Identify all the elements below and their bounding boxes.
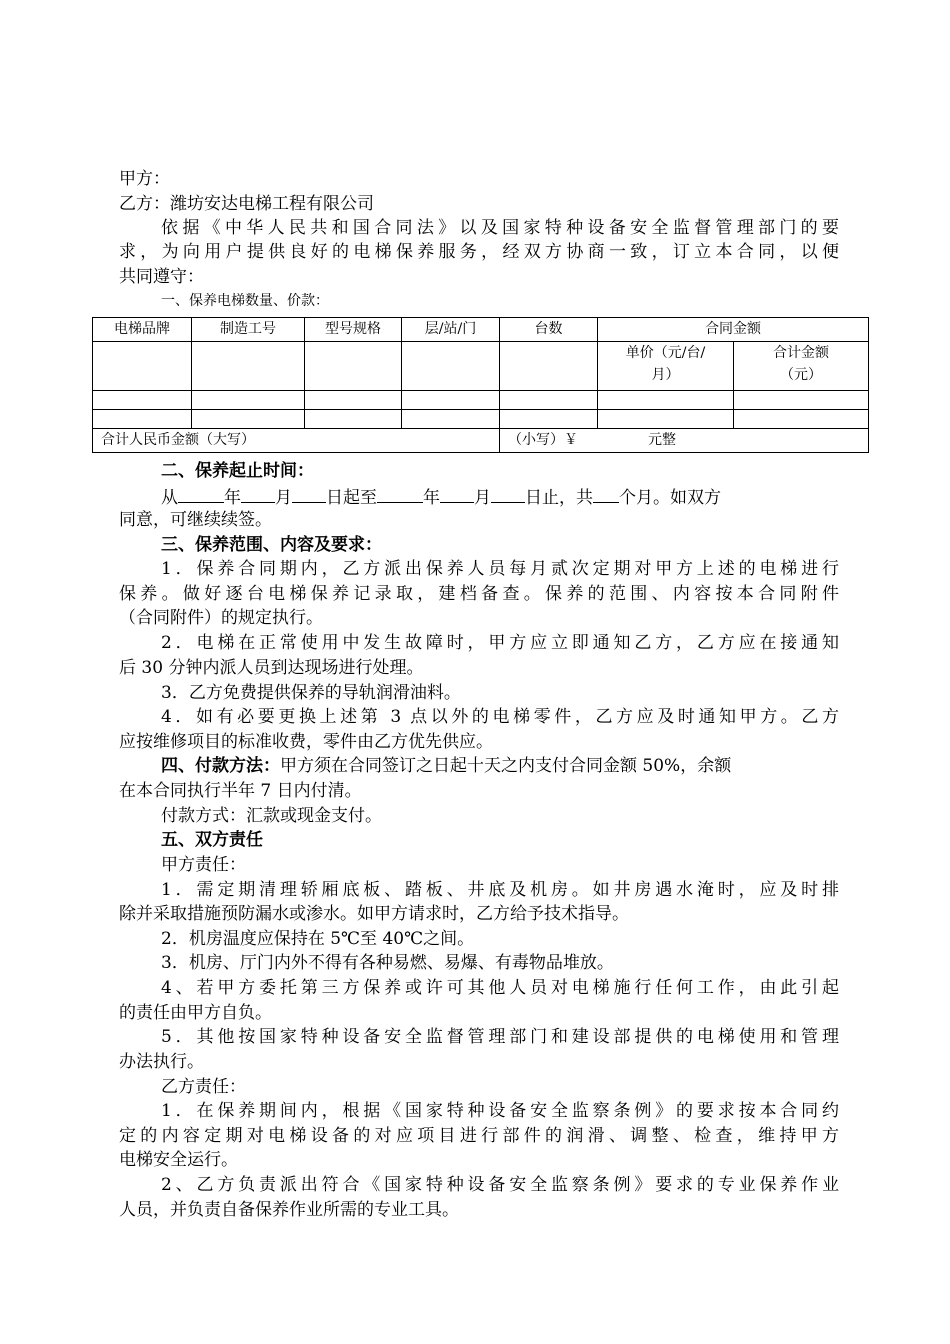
section-2-title: 二、保养起止时间： bbox=[161, 461, 314, 481]
col-model: 型号规格 bbox=[305, 318, 402, 342]
term-day-to: 日起至 bbox=[326, 488, 377, 508]
section-5-title: 五、双方责任 bbox=[161, 830, 263, 850]
party-b-duties-title: 乙方责任： bbox=[161, 1077, 246, 1097]
section-4-line-2: 在本合同执行半年 7 日内付清。 bbox=[119, 781, 362, 801]
unit-price-header bbox=[598, 342, 734, 391]
term-year: 年 bbox=[224, 488, 241, 508]
term-months-tail: 个月。如双方 bbox=[619, 488, 721, 508]
term-from: 从 bbox=[161, 488, 178, 508]
b1-line-3: 电梯安全运行。 bbox=[119, 1150, 238, 1170]
table-cell bbox=[93, 391, 192, 410]
s3-p1-line-1: 1．保养合同期内，乙方派出保养人员每月贰次定期对甲方上述的电梯进行 bbox=[161, 559, 839, 579]
total-lowercase-label: （小写）￥ bbox=[508, 432, 578, 448]
term-month-2: 月 bbox=[474, 488, 491, 508]
total-unit-label: 元整 bbox=[648, 432, 676, 448]
section-4-title: 四、付款方法： bbox=[161, 756, 280, 776]
table-cell bbox=[734, 410, 869, 429]
table-cell bbox=[500, 410, 598, 429]
section-4-rest: 甲方须在合同签订之日起十天之内支付合同金额 50%，余额 bbox=[280, 756, 732, 776]
term-day-end: 日止，共 bbox=[525, 488, 593, 508]
party-b-line: 乙方：潍坊安达电梯工程有限公司 bbox=[119, 194, 374, 214]
party-a-label: 甲方： bbox=[119, 169, 170, 189]
intro-line-2: 求，为向用户提供良好的电梯保养服务，经双方协商一致，订立本合同，以便 bbox=[119, 242, 839, 262]
unit-price-line-2: 月） bbox=[651, 367, 680, 383]
end-month-blank bbox=[440, 484, 474, 503]
a3: 3．机房、厅门内外不得有各种易燃、易爆、有毒物品堆放。 bbox=[161, 953, 614, 973]
a5-line-2: 办法执行。 bbox=[119, 1052, 204, 1072]
s3-p3: 3．乙方免费提供保养的导轨润滑油料。 bbox=[161, 683, 461, 703]
col-amount: 合同金额 bbox=[598, 318, 869, 342]
section-1-title: 一、保养电梯数量、价款： bbox=[161, 293, 329, 309]
col-brand: 电梯品牌 bbox=[93, 318, 192, 342]
start-month-blank bbox=[241, 484, 275, 503]
total-uppercase-label: 合计人民币金额（大写） bbox=[101, 432, 255, 448]
table-cell bbox=[500, 391, 598, 410]
end-year-blank bbox=[377, 484, 423, 503]
col-floors: 层/站/门 bbox=[402, 318, 500, 342]
b2-line-2: 人员，并负责自备保养作业所需的专业工具。 bbox=[119, 1200, 459, 1220]
table-cell bbox=[500, 342, 598, 391]
s3-p4-line-2: 应按维修项目的标准收费，零件由乙方优先供应。 bbox=[119, 732, 493, 752]
table-cell bbox=[305, 342, 402, 391]
col-serial: 制造工号 bbox=[192, 318, 305, 342]
table-cell bbox=[402, 342, 500, 391]
section-4-line-1 bbox=[161, 754, 731, 778]
table-cell bbox=[734, 391, 869, 410]
table-cell bbox=[192, 342, 305, 391]
table-cell bbox=[93, 342, 192, 391]
table-cell bbox=[402, 410, 500, 429]
party-a-duties-title: 甲方责任： bbox=[161, 855, 246, 875]
table-cell bbox=[305, 410, 402, 429]
term-line-1 bbox=[161, 484, 721, 510]
term-month: 月 bbox=[275, 488, 292, 508]
s3-p4-line-1: 4．如有必要更换上述第 3 点以外的电梯零件，乙方应及时通知甲方。乙方 bbox=[161, 707, 839, 727]
b1-line-2: 定的内容定期对电梯设备的对应项目进行部件的润滑、调整、检查，维持甲方 bbox=[119, 1126, 839, 1146]
fee-table bbox=[92, 317, 869, 453]
s3-p2-line-2: 后 30 分钟内派人员到达现场进行处理。 bbox=[119, 658, 424, 678]
intro-line-1: 依据《中华人民共和国合同法》以及国家特种设备安全监督管理部门的要 bbox=[161, 218, 839, 238]
section-3-title: 三、保养范围、内容及要求： bbox=[161, 535, 382, 555]
unit-price-line-1: 单价（元/台/ bbox=[625, 345, 706, 361]
a4-line-2: 的责任由甲方自负。 bbox=[119, 1003, 272, 1023]
total-rmb-lowercase bbox=[500, 429, 869, 453]
a1-line-2: 除并采取措施预防漏水或渗水。如甲方请求时，乙方给予技术指导。 bbox=[119, 904, 629, 924]
term-line-2: 同意，可继续续签。 bbox=[119, 510, 272, 530]
a4-line-1: 4、若甲方委托第三方保养或许可其他人员对电梯施行任何工作，由此引起 bbox=[161, 978, 839, 998]
table-cell bbox=[93, 410, 192, 429]
table-cell bbox=[305, 391, 402, 410]
b1-line-1: 1．在保养期间内，根据《国家特种设备安全监察条例》的要求按本合同约 bbox=[161, 1101, 839, 1121]
start-day-blank bbox=[292, 484, 326, 503]
end-day-blank bbox=[491, 484, 525, 503]
table-cell bbox=[402, 391, 500, 410]
months-blank bbox=[593, 484, 619, 503]
total-amount-line-1: 合计金额 bbox=[773, 345, 829, 361]
total-rmb-uppercase bbox=[93, 429, 500, 453]
table-cell bbox=[598, 410, 734, 429]
s3-p2-line-1: 2．电梯在正常使用中发生故障时，甲方应立即通知乙方，乙方应在接通知 bbox=[161, 633, 839, 653]
intro-line-3: 共同遵守： bbox=[119, 267, 204, 287]
a5-line-1: 5．其他按国家特种设备安全监督管理部门和建设部提供的电梯使用和管理 bbox=[161, 1027, 839, 1047]
col-count: 台数 bbox=[500, 318, 598, 342]
b2-line-1: 2、乙方负责派出符合《国家特种设备安全监察条例》要求的专业保养作业 bbox=[161, 1175, 839, 1195]
table-cell bbox=[598, 391, 734, 410]
term-year-2: 年 bbox=[423, 488, 440, 508]
s3-p1-line-2: 保养。做好逐台电梯保养记录取，建档备查。保养的范围、内容按本合同附件 bbox=[119, 584, 839, 604]
start-year-blank bbox=[178, 484, 224, 503]
payment-method: 付款方式：汇款或现金支付。 bbox=[161, 806, 382, 826]
a2: 2．机房温度应保持在 5℃至 40℃之间。 bbox=[161, 929, 475, 949]
total-amount-header bbox=[734, 342, 869, 391]
a1-line-1: 1．需定期清理轿厢底板、踏板、井底及机房。如井房遇水淹时，应及时排 bbox=[161, 880, 839, 900]
table-cell bbox=[192, 391, 305, 410]
table-cell bbox=[192, 410, 305, 429]
total-amount-line-2: （元） bbox=[780, 367, 822, 383]
s3-p1-line-3: （合同附件）的规定执行。 bbox=[119, 608, 323, 628]
